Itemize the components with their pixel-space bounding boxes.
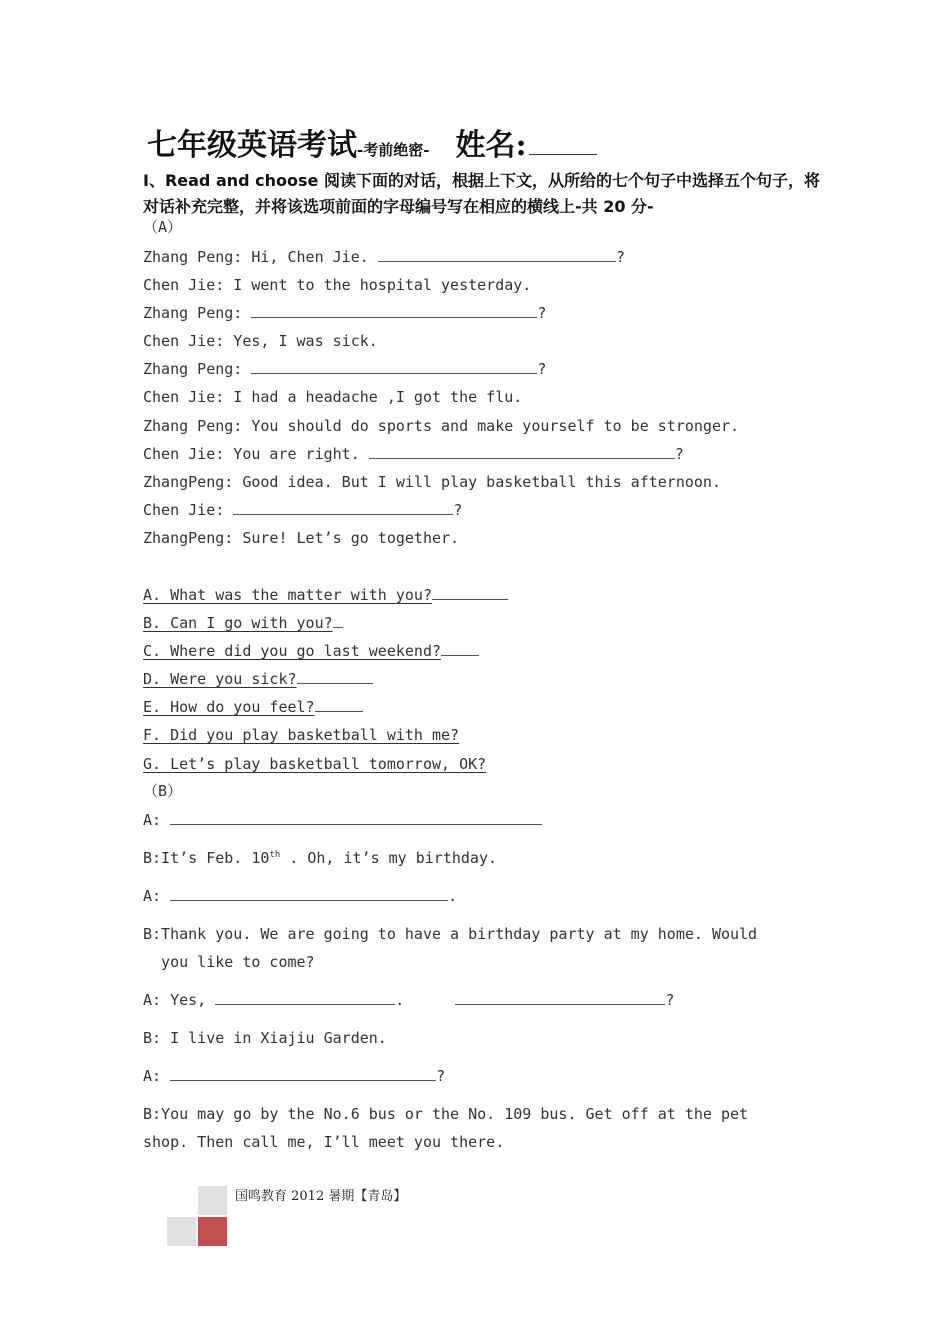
answer-blank bbox=[251, 303, 537, 318]
section-a-label: （A） bbox=[143, 218, 183, 236]
footer-square-accent bbox=[198, 1217, 227, 1246]
section-b-label: （B） bbox=[143, 782, 183, 800]
answer-blank bbox=[251, 359, 537, 374]
dialogue-line: A: Yes, . ? bbox=[143, 991, 675, 1009]
dialogue-line: shop. Then call me, I’ll meet you there. bbox=[143, 1133, 505, 1151]
speaker-text: Chen Jie: bbox=[143, 501, 234, 519]
dialogue-line: B: I live in Xiajiu Garden. bbox=[143, 1029, 387, 1047]
dialogue-line: A: ? bbox=[143, 1067, 446, 1085]
speaker-text: Zhang Peng: bbox=[143, 304, 252, 322]
title-main: 七年级英语考试 bbox=[147, 128, 357, 163]
answer-blank bbox=[455, 990, 665, 1005]
dialogue-line: you like to come? bbox=[143, 953, 315, 971]
footer-square-light bbox=[167, 1217, 196, 1246]
dialogue-line: Chen Jie: You are right. ? bbox=[143, 445, 684, 463]
option-g: G. Let’s play basketball tomorrow, OK? bbox=[143, 755, 487, 773]
answer-blank bbox=[369, 444, 675, 459]
answer-blank bbox=[215, 990, 395, 1005]
dialogue-line: Chen Jie: I had a headache ,I got the flu. bbox=[143, 388, 523, 406]
speaker-text: Chen Jie: You are right. bbox=[143, 445, 369, 463]
dialogue-line: B:It’s Feb. 10th . Oh, it’s my birthday. bbox=[143, 849, 498, 867]
exam-title bbox=[147, 120, 847, 168]
title-secret: -考前绝密- bbox=[357, 141, 430, 159]
speaker-text: Zhang Peng: bbox=[143, 360, 252, 378]
answer-blank bbox=[170, 1066, 436, 1081]
dialogue-line: B:You may go by the No.6 bus or the No. 109 bus. Get off at the pet bbox=[143, 1105, 749, 1123]
option-f: F. Did you play basketball with me? bbox=[143, 726, 460, 744]
option-d: D. Were you sick? bbox=[143, 667, 373, 691]
footer-text: 国鸣教育 2012 暑期【青岛】 bbox=[235, 1189, 407, 1204]
dialogue-line: B:Thank you. We are going to have a birthday party at my home. Would bbox=[143, 925, 758, 943]
dialogue-line: A: bbox=[143, 808, 542, 832]
name-blank bbox=[529, 153, 597, 155]
dialogue-line: ZhangPeng: Sure! Let’s go together. bbox=[143, 529, 460, 547]
dialogue-line: Zhang Peng: Hi, Chen Jie. ? bbox=[143, 248, 625, 266]
dialogue-line: Chen Jie: Yes, I was sick. bbox=[143, 332, 378, 350]
option-e: E. How do you feel? bbox=[143, 695, 363, 719]
dialogue-line: Zhang Peng: You should do sports and make yourself to be stronger. bbox=[143, 417, 740, 435]
answer-blank bbox=[170, 810, 542, 825]
dialogue-line: Zhang Peng: ? bbox=[143, 360, 547, 378]
answer-blank bbox=[378, 247, 616, 262]
speaker-text: Zhang Peng: Hi, Chen Jie. bbox=[143, 248, 378, 266]
instruction: Ⅰ、Read and choose 阅读下面的对话，根据上下文，从所给的七个句子中选择五个句子，将对话补充完整，并将该选项前面的字母编号写在相应的横线上-共 20 分- bbox=[143, 171, 820, 216]
dialogue-line: A: . bbox=[143, 887, 458, 905]
answer-blank bbox=[170, 886, 448, 901]
dialogue-line: Chen Jie: ? bbox=[143, 501, 463, 519]
option-b: B. Can I go with you? bbox=[143, 611, 343, 635]
name-label: 姓名: bbox=[455, 128, 527, 163]
answer-blank bbox=[233, 500, 453, 515]
option-c: C. Where did you go last weekend? bbox=[143, 639, 479, 663]
option-a: A. What was the matter with you? bbox=[143, 583, 508, 607]
dialogue-line: Chen Jie: I went to the hospital yesterday. bbox=[143, 276, 532, 294]
footer-square-light bbox=[198, 1186, 227, 1215]
dialogue-line: Zhang Peng: ? bbox=[143, 304, 547, 322]
dialogue-line: ZhangPeng: Good idea. But I will play basketball this afternoon. bbox=[143, 473, 721, 491]
